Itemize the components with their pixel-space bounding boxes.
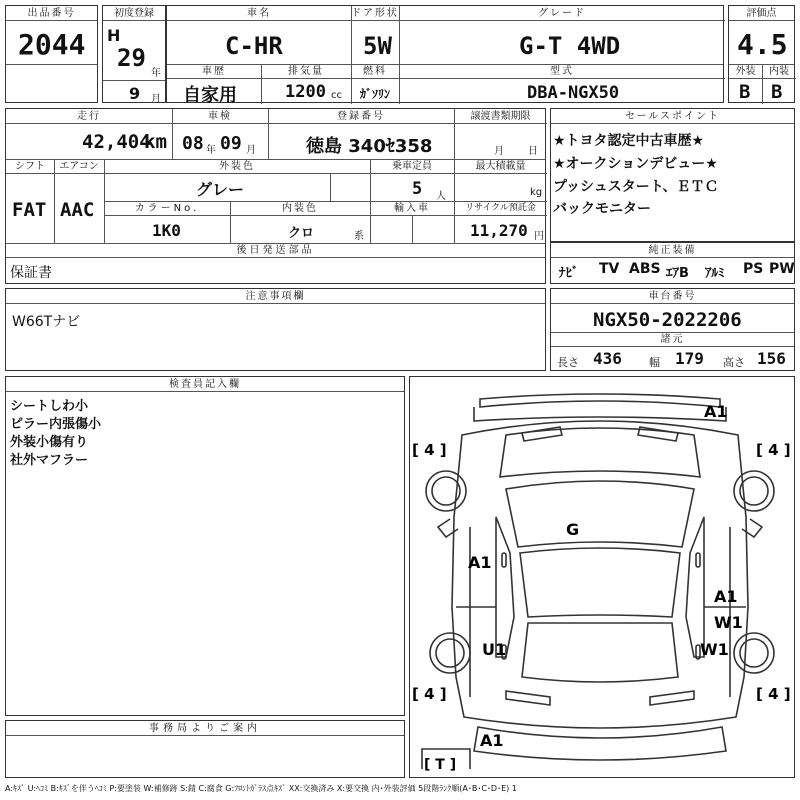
fuel: ｶﾞｿﾘﾝ bbox=[360, 87, 391, 101]
spec-length-label: 長さ bbox=[557, 356, 579, 369]
chassis-box bbox=[550, 288, 795, 371]
int-color: クロ bbox=[288, 226, 315, 241]
sales-label: セールスポイント bbox=[551, 109, 794, 124]
grade-label: グレード bbox=[399, 6, 725, 21]
spec-height-label: 高さ bbox=[723, 356, 745, 369]
inspector-line: シートしわ小 bbox=[10, 399, 89, 414]
equipment-item: ｱﾙﾐ bbox=[705, 266, 725, 281]
mileage-unit: km bbox=[144, 131, 167, 153]
car-info-box bbox=[166, 5, 724, 106]
displacement-label: 排気量 bbox=[261, 64, 351, 79]
score-interior: B bbox=[771, 81, 783, 103]
inspector-label: 検査員記入欄 bbox=[6, 377, 404, 392]
int-color-label: 内装色 bbox=[230, 201, 370, 216]
mark-a1-rear: A1 bbox=[480, 731, 504, 750]
inspector-line: ピラー内張傷小 bbox=[10, 417, 102, 432]
int-color-unit: 系 bbox=[354, 231, 364, 242]
tire-tread-rear-right: [ 4 ] bbox=[756, 685, 791, 703]
displacement-unit: cc bbox=[331, 90, 342, 101]
import-label: 輸入車 bbox=[370, 201, 454, 216]
inspection-label: 車検 bbox=[172, 109, 268, 124]
mark-a1-front: A1 bbox=[704, 402, 728, 421]
ext-color-label: 外装色 bbox=[104, 159, 370, 174]
equipment-item: ｴｱB bbox=[666, 266, 689, 281]
chassis-label: 車台番号 bbox=[551, 289, 794, 304]
model-code: DBA-NGX50 bbox=[527, 83, 620, 103]
shift-label: シフト bbox=[6, 159, 54, 174]
transfer-month-unit: 月 bbox=[494, 146, 504, 157]
transfer-label: 譲渡書類期限 bbox=[454, 109, 547, 124]
recycle-unit: 円 bbox=[534, 231, 544, 242]
plate-number: 徳島 340ｾ358 bbox=[306, 136, 433, 157]
specs-label: 諸元 bbox=[551, 332, 794, 347]
door-type: 5W bbox=[363, 32, 392, 60]
plate-label: 登録番号 bbox=[268, 109, 454, 124]
notes-text: W66Tナビ bbox=[12, 314, 81, 330]
ac-label: エアコン bbox=[54, 159, 104, 174]
score-ext-label: 外装 bbox=[729, 64, 762, 79]
shift: FAT bbox=[12, 199, 47, 221]
main-details-box bbox=[5, 108, 546, 284]
recycle: 11,270 bbox=[470, 221, 528, 240]
capacity-label: 乗車定員 bbox=[370, 159, 454, 174]
equipment-item: PS bbox=[743, 261, 764, 277]
equipment-label: 純正装備 bbox=[551, 243, 794, 258]
score-box bbox=[728, 5, 795, 103]
first-reg-month: 9 bbox=[129, 84, 141, 103]
car-name-label: 車名 bbox=[167, 6, 351, 21]
displacement: 1200 bbox=[285, 82, 326, 102]
lot-label: 出品番号 bbox=[6, 6, 97, 21]
door-label: ドア形状 bbox=[351, 8, 399, 19]
score-exterior: B bbox=[739, 81, 751, 103]
first-reg-era: H bbox=[107, 26, 121, 45]
recycle-label: リサイクル預託金 bbox=[454, 201, 547, 216]
equipment-box bbox=[550, 242, 795, 284]
spec-height: 156 bbox=[757, 349, 786, 368]
inspection-month: 09 bbox=[220, 133, 242, 154]
capacity-unit: 人 bbox=[436, 191, 446, 202]
equipment-item: PW bbox=[769, 261, 795, 277]
spec-length: 436 bbox=[593, 349, 622, 368]
transfer-day-unit: 日 bbox=[528, 146, 538, 157]
spec-width: 179 bbox=[675, 349, 704, 368]
equipment-item: ﾅﾋﾞ bbox=[559, 266, 579, 281]
inspection-month-unit: 月 bbox=[246, 145, 256, 156]
first-reg-month-unit: 月 bbox=[151, 94, 161, 105]
mark-g: G bbox=[566, 520, 580, 539]
color-no: 1K0 bbox=[152, 221, 181, 240]
inspection-year: 08 bbox=[182, 133, 204, 154]
equipment-item: TV bbox=[599, 261, 620, 277]
sales-box bbox=[550, 108, 795, 242]
inspector-line: 社外マフラー bbox=[10, 453, 89, 468]
tire-tread-front-right: [ 4 ] bbox=[756, 441, 791, 459]
mark-u1: U1 bbox=[482, 640, 507, 659]
car-outline-svg bbox=[410, 377, 793, 776]
lot-number: 2044 bbox=[18, 28, 86, 61]
sales-line: ★オークションデビュー★ bbox=[553, 156, 718, 172]
car-name: C-HR bbox=[225, 32, 283, 60]
history-label: 車歴 bbox=[167, 64, 261, 79]
model-code-label: 型式 bbox=[399, 64, 725, 79]
first-reg-label: 初度登録 bbox=[103, 6, 165, 21]
sales-line: バックモニター bbox=[553, 201, 651, 217]
ext-color: グレー bbox=[196, 180, 245, 199]
inspector-line: 外装小傷有り bbox=[10, 435, 89, 450]
office-box bbox=[5, 720, 405, 778]
spec-width-label: 幅 bbox=[649, 356, 660, 369]
notes-label: 注意事項欄 bbox=[6, 289, 545, 304]
ac: AAC bbox=[60, 199, 95, 221]
first-reg-box bbox=[102, 5, 166, 103]
sales-line: ★トヨタ認定中古車歴★ bbox=[553, 133, 705, 149]
first-reg-year-unit: 年 bbox=[151, 68, 161, 79]
mark-w1-right: W1 bbox=[700, 640, 729, 659]
max-load-unit: kg bbox=[530, 187, 543, 198]
equipment-item: ABS bbox=[629, 261, 661, 277]
lot-box bbox=[5, 5, 98, 103]
later-parts-label: 後日発送部品 bbox=[6, 243, 545, 258]
mark-a1-right: A1 bbox=[714, 587, 738, 606]
inspector-box bbox=[5, 376, 405, 716]
history: 自家用 bbox=[183, 85, 237, 106]
notes-box bbox=[5, 288, 546, 371]
legend: A:ｷｽﾞ U:ﾍｺﾐ B:ｷｽﾞを伴うﾍｺﾐ P:要塗装 W:補修跡 S:錆 C:腐食 G:ﾌﾛﾝﾄｶﾞﾗｽ点ｷｽﾞ XX:交換済み X:要交換 内･外装評価 5段階ﾗﾝｸ順(A･B･C･D･E) 1 bbox=[5, 784, 517, 793]
later-parts: 保証書 bbox=[10, 265, 52, 281]
sales-line: プッシュスタート、ＥＴＣ bbox=[553, 179, 719, 195]
chassis-number: NGX50-2022206 bbox=[593, 309, 742, 331]
mileage: 42,404 bbox=[82, 131, 151, 153]
score-value: 4.5 bbox=[737, 28, 788, 61]
capacity: 5 bbox=[412, 179, 423, 199]
spare-tire-mark: [ T ] bbox=[424, 757, 457, 773]
inspection-year-unit: 年 bbox=[206, 145, 216, 156]
mileage-label: 走行 bbox=[6, 109, 172, 124]
mark-a1-left: A1 bbox=[468, 553, 492, 572]
mark-w1-right-top: W1 bbox=[714, 613, 743, 632]
fuel-label: 燃料 bbox=[351, 64, 399, 79]
tire-tread-rear-left: [ 4 ] bbox=[412, 685, 447, 703]
car-diagram bbox=[409, 376, 795, 778]
score-int-label: 内装 bbox=[762, 64, 796, 79]
office-label: 事務局よりご案内 bbox=[6, 721, 404, 736]
color-no-label: カラーNo. bbox=[104, 201, 230, 216]
tire-tread-front-left: [ 4 ] bbox=[412, 441, 447, 459]
max-load-label: 最大積載量 bbox=[454, 159, 547, 174]
grade: G-T 4WD bbox=[519, 32, 621, 60]
score-label: 評価点 bbox=[729, 6, 794, 21]
first-reg-year: 29 bbox=[117, 44, 146, 72]
